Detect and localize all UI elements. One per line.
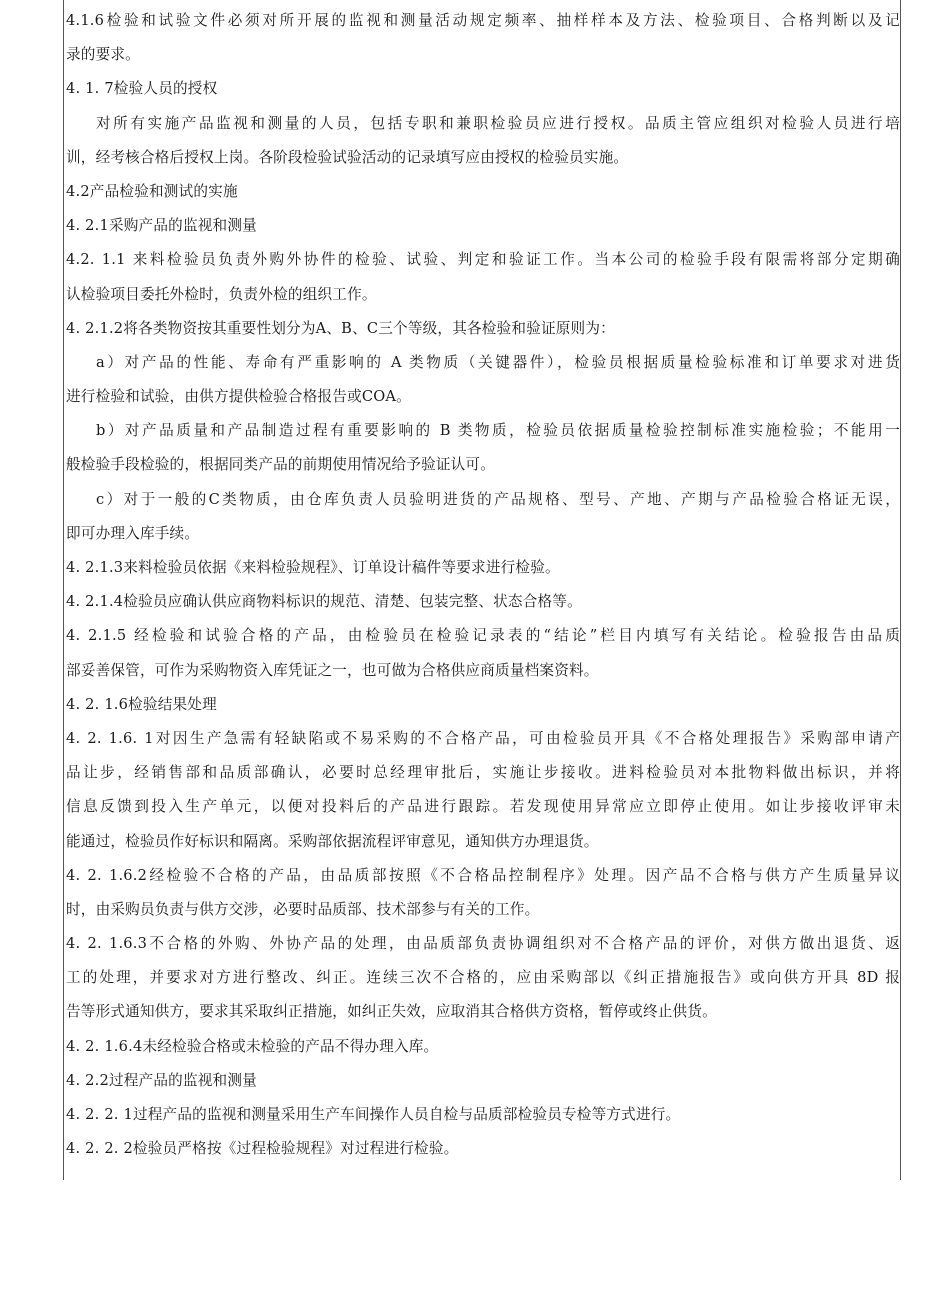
text-line: 即可办理入库手续。 [66,524,200,542]
text-line: 4.2. 1.1 来料检验员负责外购外协件的检验、试验、判定和验证工作。当本公司的检验手段有限需将部分定期确 [66,251,900,269]
text-line: 4. 2.1.2将各类物资按其重要性划分为A、B、C三个等级，其各检验和验证原则为： [66,319,615,337]
text-line: 工的处理，并要求对方进行整改、纠正。连续三次不合格的，应由采购部以《纠正措施报告》或向供方开具 8D 报 [66,969,900,987]
text-line: 般检验手段检验的，根据同类产品的前期使用情况给予验证认可。 [66,456,496,474]
text-line: 4. 2. 2. 1过程产品的监视和测量采用生产车间操作人员自检与品质部检验员专检等方式进行。 [66,1106,681,1123]
text-line: 部妥善保管，可作为采购物资入库凭证之一，也可做为合格供应商质量档案资料。 [66,661,599,679]
text-line: 4. 2.1.5 经检验和试验合格的产品，由检验员在检验记录表的“结论”栏目内填写有关结论。检验报告由品质 [66,627,900,645]
text-line: 4. 2. 1.6.2经检验不合格的产品，由品质部按照《不合格品控制程序》处理。因产品不合格与供方产生质量异议 [66,866,900,884]
text-line: 4. 2.1.3来料检验员依据《来料检验规程》、订单设计稿件等要求进行检验。 [66,559,560,576]
text-line: 4. 2. 1.6.4未经检验合格或未检验的产品不得办理入库。 [66,1037,439,1055]
text-line: 4. 2. 1.6.3不合格的外购、外协产品的处理，由品质部负责协调组织对不合格产品的评价，对供方做出退货、返 [66,935,900,953]
text-line: b）对产品质量和产品制造过程有重要影响的 B 类物质，检验员依据质量检验控制标准实施检验；不能用一 [96,422,900,440]
text-line: 4. 2. 1.6检验结果处理 [66,695,217,713]
text-line: 4. 2.1采购产品的监视和测量 [66,217,257,235]
text-line: 训，经考核合格后授权上岗。各阶段检验试验活动的记录填写应由授权的检验员实施。 [66,148,629,166]
text-line: 能通过，检验员作好标识和隔离。采购部依据流程评审意见，通知供方办理退货。 [66,832,599,850]
text-line: 品让步，经销售部和品质部确认，必要时总经理审批后，实施让步接收。进料检验员对本批物料做出标识，并将 [66,764,900,782]
text-line: c）对于一般的C类物质，由仓库负责人员验明进货的产品规格、型号、产地、产期与产品检验合格证无误， [96,490,900,508]
text-line: 时，由采购员负责与供方交涉，必要时品质部、技术部参与有关的工作。 [66,900,540,918]
text-line: 4. 1. 7检验人员的授权 [66,80,218,98]
text-line: 信息反馈到投入生产单元，以便对投料后的产品进行跟踪。若发现使用异常应立即停止使用。如让步接收评审未 [66,798,900,816]
text-line: 4. 2.2过程产品的监视和测量 [66,1071,257,1089]
text-line: 对所有实施产品监视和测量的人员，包括专职和兼职检验员应进行授权。品质主管应组织对检验人员进行培 [96,114,900,132]
text-line: 认检验项目委托外检时，负责外检的组织工作。 [66,285,377,303]
text-line: 4. 2. 2. 2检验员严格按《过程检验规程》对过程进行检验。 [66,1140,459,1158]
text-line: 录的要求。 [66,46,140,64]
text-line: 告等形式通知供方，要求其采取纠正措施，如纠正失效，应取消其合格供方资格，暂停或终止供货。 [66,1003,717,1021]
text-line: 4.2产品检验和测试的实施 [66,182,238,200]
text-line: 进行检验和试验，由供方提供检验合格报告或COA。 [66,388,411,406]
text-line: 4.1.6检验和试验文件必须对所开展的监视和测量活动规定频率、抽样样本及方法、检验项目、合格判断以及记 [66,12,900,29]
text-line: 4. 2.1.4检验员应确认供应商物料标识的规范、清楚、包装完整、状态合格等。 [66,593,582,611]
document-body [66,4,900,1166]
text-line: a）对产品的性能、寿命有严重影响的 A 类物质（关键器件），检验员根据质量检验标准和订单要求对进货 [96,353,900,371]
text-line: 4. 2. 1.6. 1对因生产急需有轻缺陷或不易采购的不合格产品，可由检验员开具《不合格处理报告》采购部申请产 [66,729,900,747]
